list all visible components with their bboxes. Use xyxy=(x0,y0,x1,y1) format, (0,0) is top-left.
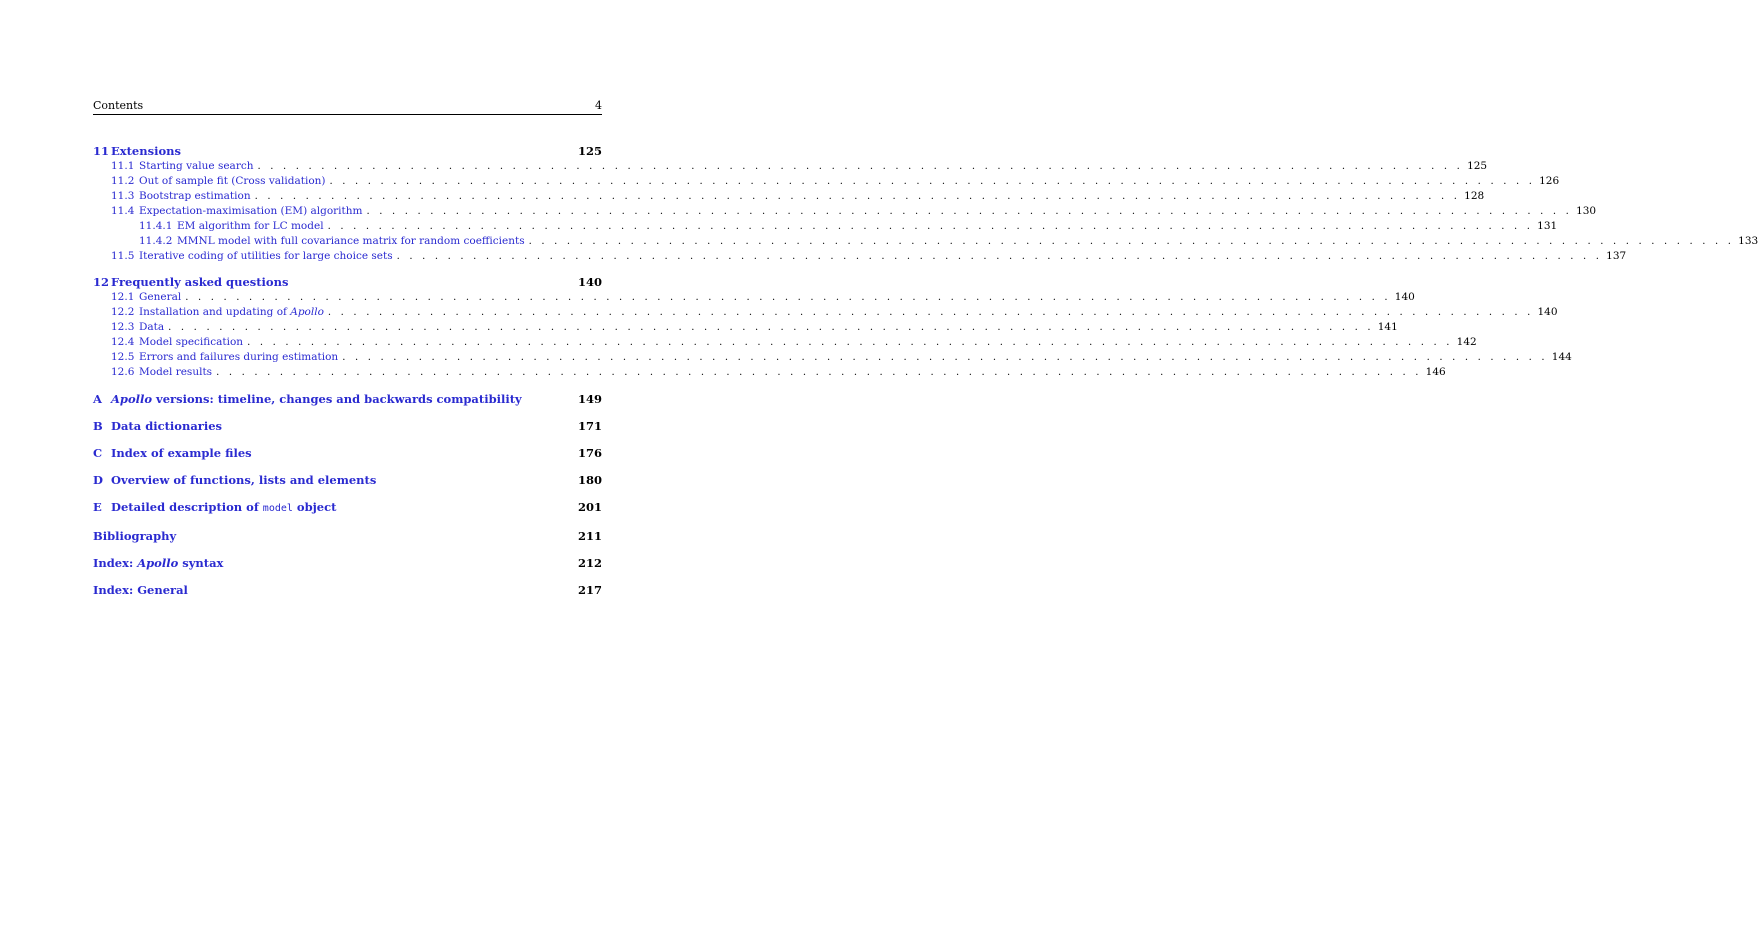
section-title: MMNL model with full covariance matrix for random coefficients xyxy=(177,235,525,247)
section-title: Out of sample fit (Cross validation) xyxy=(139,175,326,187)
dot-leader: . . . . . . . . . . . . . . . . . . . . . . . . . . . . . . . . . . . . . . . . . . . . . . . . . . . . . . . . . . . . . . . . . . . . . . . . . . . . . . . . . . . . . . . . . . . . . . . xyxy=(327,221,1534,232)
toc-appendix-c[interactable] xyxy=(93,445,602,461)
index-page: 212 xyxy=(577,556,602,570)
section-number: 12.1 xyxy=(111,291,135,303)
section-number: 12.3 xyxy=(111,321,135,333)
section-title-emphasis: Apollo xyxy=(290,306,324,318)
toc-appendix-a[interactable] xyxy=(93,391,602,407)
section-page: 133 xyxy=(1738,235,1758,247)
appendix-page: 201 xyxy=(577,500,602,514)
section-page: 140 xyxy=(1394,291,1415,303)
toc-section-12-2[interactable] xyxy=(93,305,1558,320)
toc-index-syntax[interactable] xyxy=(93,555,602,571)
chapter-page: 125 xyxy=(577,144,602,158)
toc-section-11-2[interactable] xyxy=(93,174,1560,189)
appendix-letter: D xyxy=(93,473,103,487)
index-page: 217 xyxy=(577,583,602,597)
dot-leader: . . . . . . . . . . . . . . . . . . . . . . . . . . . . . . . . . . . . . . . . . . . . . . . . . . . . . . . . . . . . . . . . . . . . . . . . . . . . . . . . . . . . . . . . . . . . . . . xyxy=(396,251,1603,262)
appendix-title: Data dictionaries xyxy=(111,419,222,433)
chapter-title: Frequently asked questions xyxy=(111,275,289,289)
appendix-title-code: model xyxy=(262,503,293,514)
toc-bibliography[interactable] xyxy=(93,528,602,544)
section-page: 126 xyxy=(1539,175,1560,187)
section-title: Expectation-maximisation (EM) algorithm xyxy=(139,205,363,217)
bibliography-page: 211 xyxy=(577,529,602,543)
appendix-title-text: versions: timeline, changes and backwards compatibility xyxy=(152,392,522,406)
toc-section-11-5[interactable] xyxy=(93,249,1627,264)
section-number: 12.6 xyxy=(111,366,135,378)
section-page: 144 xyxy=(1551,351,1572,363)
section-page: 141 xyxy=(1377,321,1398,333)
section-number: 11.4.2 xyxy=(139,235,173,247)
bibliography-title: Bibliography xyxy=(93,529,177,543)
toc-section-12-5[interactable] xyxy=(93,350,1572,365)
section-title: General xyxy=(139,291,182,303)
dot-leader: . . . . . . . . . . . . . . . . . . . . . . . . . . . . . . . . . . . . . . . . . . . . . . . . . . . . . . . . . . . . . . . . . . . . . . . . . . . . . . . . . . . . . . . . . . . . . . . xyxy=(366,206,1573,217)
appendix-page: 149 xyxy=(577,392,602,406)
appendix-letter: A xyxy=(93,392,102,406)
toc-appendix-d[interactable] xyxy=(93,472,602,488)
toc-section-11-3[interactable] xyxy=(93,189,1485,204)
dot-leader: . . . . . . . . . . . . . . . . . . . . . . . . . . . . . . . . . . . . . . . . . . . . . . . . . . . . . . . . . . . . . . . . . . . . . . . . . . . . . . . . . . . . . . . . . . . . . . . xyxy=(185,292,1391,303)
dot-leader: . . . . . . . . . . . . . . . . . . . . . . . . . . . . . . . . . . . . . . . . . . . . . . . . . . . . . . . . . . . . . . . . . . . . . . . . . . . . . . . . . . . . . . . . . . . . . . . xyxy=(216,367,1422,378)
dot-leader: . . . . . . . . . . . . . . . . . . . . . . . . . . . . . . . . . . . . . . . . . . . . . . . . . . . . . . . . . . . . . . . . . . . . . . . . . . . . . . . . . . . . . . . . . . . . . . . xyxy=(528,236,1735,247)
index-title-emphasis: Apollo xyxy=(137,556,179,570)
appendix-letter: B xyxy=(93,419,103,433)
table-of-contents xyxy=(93,143,1758,598)
toc-chapter-12[interactable] xyxy=(93,274,602,290)
appendix-page: 180 xyxy=(577,473,602,487)
index-title-text: Index: xyxy=(93,556,138,570)
dot-leader: . . . . . . . . . . . . . . . . . . . . . . . . . . . . . . . . . . . . . . . . . . . . . . . . . . . . . . . . . . . . . . . . . . . . . . . . . . . . . . . . . . . . . . . . . . . . . . . xyxy=(329,176,1536,187)
running-header-title: Contents xyxy=(93,99,144,112)
toc-section-12-1[interactable] xyxy=(93,290,1415,305)
section-title: Bootstrap estimation xyxy=(139,190,251,202)
section-number: 12.5 xyxy=(111,351,135,363)
appendix-title-text: Detailed description of xyxy=(111,500,263,514)
appendix-title-emphasis: Apollo xyxy=(111,392,153,406)
appendix-page: 176 xyxy=(577,446,602,460)
dot-leader: . . . . . . . . . . . . . . . . . . . . . . . . . . . . . . . . . . . . . . . . . . . . . . . . . . . . . . . . . . . . . . . . . . . . . . . . . . . . . . . . . . . . . . . . . . . . . . . xyxy=(254,191,1461,202)
chapter-number: 11 xyxy=(93,144,110,158)
dot-leader: . . . . . . . . . . . . . . . . . . . . . . . . . . . . . . . . . . . . . . . . . . . . . . . . . . . . . . . . . . . . . . . . . . . . . . . . . . . . . . . . . . . . . . . . . . . . . . . xyxy=(327,307,1534,318)
section-title: Model results xyxy=(139,366,213,378)
appendix-letter: E xyxy=(93,500,102,514)
index-title: Index: General xyxy=(93,583,188,597)
toc-appendix-e[interactable] xyxy=(93,499,602,517)
toc-subsection-11-4-2[interactable] xyxy=(93,234,1758,249)
toc-index-general[interactable] xyxy=(93,582,602,598)
section-title: Model specification xyxy=(139,336,244,348)
appendix-title-suffix: object xyxy=(292,500,337,514)
toc-section-11-1[interactable] xyxy=(93,159,1488,174)
index-title xyxy=(93,555,570,571)
appendix-page: 171 xyxy=(577,419,602,433)
dot-leader: . . . . . . . . . . . . . . . . . . . . . . . . . . . . . . . . . . . . . . . . . . . . . . . . . . . . . . . . . . . . . . . . . . . . . . . . . . . . . . . . . . . . . . . . . . . . . . . xyxy=(342,352,1548,363)
toc-section-11-4[interactable] xyxy=(93,204,1597,219)
section-title: Data xyxy=(139,321,165,333)
page-number: 4 xyxy=(595,99,602,112)
section-title: Errors and failures during estimation xyxy=(139,351,339,363)
toc-section-12-3[interactable] xyxy=(93,320,1398,335)
toc-appendix-b[interactable] xyxy=(93,418,602,434)
chapter-page: 140 xyxy=(577,275,602,289)
dot-leader: . . . . . . . . . . . . . . . . . . . . . . . . . . . . . . . . . . . . . . . . . . . . . . . . . . . . . . . . . . . . . . . . . . . . . . . . . . . . . . . . . . . . . . . . . . . . . . . xyxy=(257,161,1464,172)
section-page: 128 xyxy=(1464,190,1485,202)
dot-leader: . . . . . . . . . . . . . . . . . . . . . . . . . . . . . . . . . . . . . . . . . . . . . . . . . . . . . . . . . . . . . . . . . . . . . . . . . . . . . . . . . . . . . . . . . . . . . . . xyxy=(247,337,1453,348)
section-number: 11.4.1 xyxy=(139,220,173,232)
section-number: 11.4 xyxy=(111,205,135,217)
chapter-number: 12 xyxy=(93,275,110,289)
section-number: 12.2 xyxy=(111,306,135,318)
appendix-letter: C xyxy=(93,446,103,460)
toc-section-12-6[interactable] xyxy=(93,365,1446,380)
section-number: 11.5 xyxy=(111,250,135,262)
section-number: 12.4 xyxy=(111,336,135,348)
section-page: 125 xyxy=(1467,160,1488,172)
toc-section-12-4[interactable] xyxy=(93,335,1477,350)
appendix-title xyxy=(111,391,570,407)
toc-chapter-11[interactable] xyxy=(93,143,602,159)
section-number: 11.1 xyxy=(111,160,135,172)
appendix-title xyxy=(111,499,570,517)
section-title: Iterative coding of utilities for large choice sets xyxy=(139,250,393,262)
section-page: 131 xyxy=(1537,220,1558,232)
section-title: EM algorithm for LC model xyxy=(177,220,324,232)
section-page: 146 xyxy=(1425,366,1446,378)
section-title-text: Installation and updating of xyxy=(139,306,291,318)
toc-subsection-11-4-1[interactable] xyxy=(93,219,1558,234)
section-page: 130 xyxy=(1576,205,1597,217)
section-page: 140 xyxy=(1537,306,1558,318)
section-number: 11.2 xyxy=(111,175,135,187)
section-number: 11.3 xyxy=(111,190,135,202)
running-header xyxy=(93,98,602,115)
section-page: 142 xyxy=(1456,336,1477,348)
dot-leader: . . . . . . . . . . . . . . . . . . . . . . . . . . . . . . . . . . . . . . . . . . . . . . . . . . . . . . . . . . . . . . . . . . . . . . . . . . . . . . . . . . . . . . . . . . . . . . . xyxy=(168,322,1374,333)
appendix-title: Index of example files xyxy=(111,446,252,460)
index-title-suffix: syntax xyxy=(178,556,224,570)
appendix-title: Overview of functions, lists and elements xyxy=(111,473,377,487)
section-title: Starting value search xyxy=(139,160,254,172)
chapter-title: Extensions xyxy=(111,144,181,158)
section-title xyxy=(139,305,324,320)
section-page: 137 xyxy=(1606,250,1627,262)
